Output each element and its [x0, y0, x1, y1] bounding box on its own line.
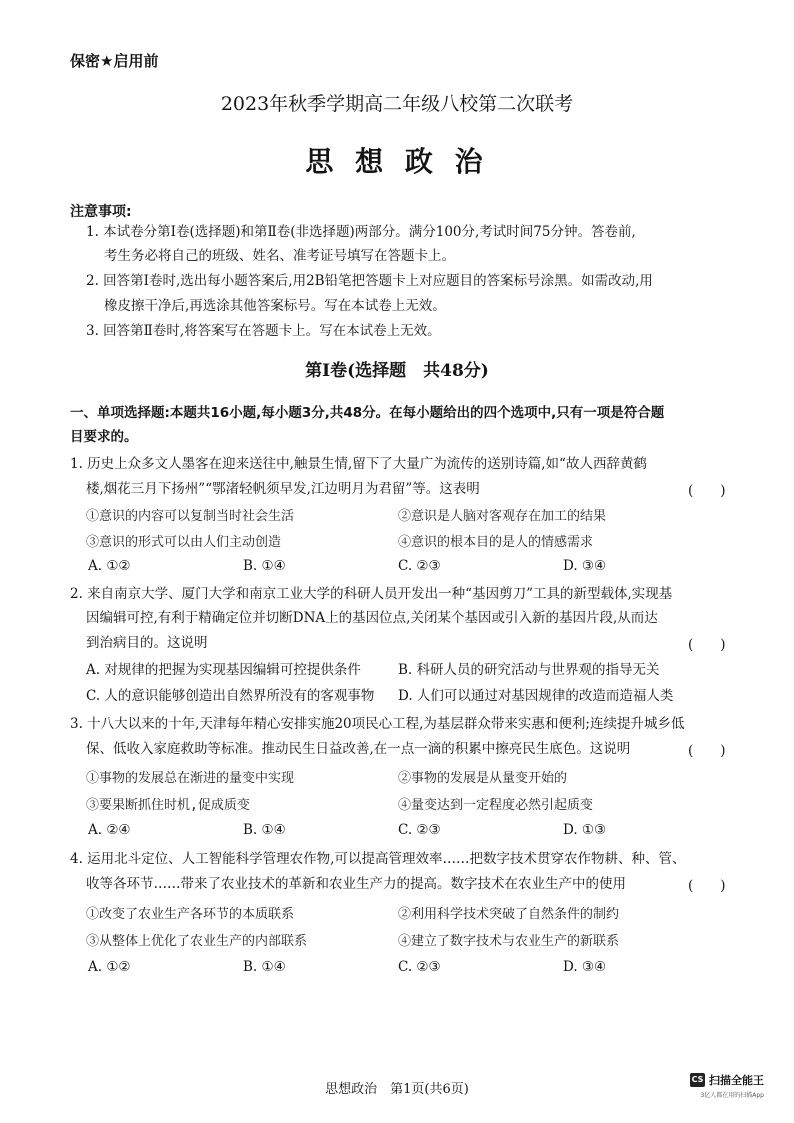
option: A. ②④ [88, 822, 131, 838]
notice-line: 2. 回答第Ⅰ卷时,选出每小题答案后,用2B铅笔把答题卡上对应题目的答案标号涂黑。如需改动,用 [86, 273, 653, 289]
scanner-watermark [690, 1072, 764, 1088]
answer-parentheses: ( ) [688, 637, 726, 653]
watermark-tagline: 3亿人都在用的扫描App [700, 1092, 764, 1099]
page-footer: 思想政治 第1页(共6页) [325, 1082, 469, 1097]
notice-line: 1. 本试卷分第Ⅰ卷(选择题)和第Ⅱ卷(非选择题)两部分。满分100分,考试时间75分钟。答卷前, [86, 224, 636, 240]
section-instruction: 一、单项选择题:本题共16小题,每小题3分,共48分。在每小题给出的四个选项中,只有一项是符合题 [70, 405, 665, 421]
option: A. 对规律的把握为实现基因编辑可控提供条件 [86, 662, 361, 678]
option: C. ②③ [398, 959, 441, 975]
notice-heading: 注意事项: [70, 204, 132, 220]
option: C. ②③ [398, 558, 441, 574]
section-instruction: 目要求的。 [70, 429, 138, 445]
question-stem: 4. 运用北斗定位、人工智能科学管理农作物,可以提高管理效率……把数字技术贯穿农作物耕、种、管、 [70, 851, 686, 867]
notice-line: 考生务必将自己的班级、姓名、准考证号填写在答题卡上。 [104, 248, 455, 264]
question-stem: 到治病目的。这说明 [86, 635, 208, 651]
question-stem: 保、低收入家庭救助等标准。推动民生日益改善,在一点一滴的积累中擦亮民生底色。这说明 [86, 741, 631, 757]
statement: ①事物的发展总在渐进的量变中实现 [86, 771, 295, 786]
statement: ③意识的形式可以由人们主动创造 [86, 535, 282, 550]
question-stem: 因编辑可控,有利于精确定位并切断DNA上的基因位点,关闭某个基因或引入新的基因片段,从而达 [86, 610, 658, 626]
subject-title: 思 想 政 治 [305, 145, 489, 178]
statement: ②事物的发展是从量变开始的 [398, 771, 568, 786]
option: B. ①④ [243, 959, 286, 975]
question-stem: 2. 来自南京大学、厦门大学和南京工业大学的科研人员开发出一种“基因剪刀”工具的新型载体,实现基 [70, 586, 673, 602]
option: D. ③④ [563, 959, 607, 975]
answer-parentheses: ( ) [688, 878, 726, 894]
statement: ④量变达到一定程度必然引起质变 [398, 798, 594, 813]
statement: ③要果断抓住时机,促成质变 [86, 798, 250, 813]
option: B. 科研人员的研究活动与世界观的指导无关 [398, 662, 660, 678]
camscanner-logo-icon: CS [690, 1073, 705, 1087]
statement: ②利用科学技术突破了自然条件的制约 [398, 907, 620, 922]
statement: ④建立了数字技术与农业生产的新联系 [398, 934, 620, 949]
part-title: 第Ⅰ卷(选择题 共48分) [305, 361, 489, 381]
statement: ③从整体上优化了农业生产的内部联系 [86, 934, 308, 949]
notice-line: 3. 回答第Ⅱ卷时,将答案写在答题卡上。写在本试卷上无效。 [86, 323, 441, 339]
watermark-brand: 扫描全能王 [709, 1074, 764, 1087]
statement: ④意识的根本目的是人的情感需求 [398, 535, 594, 550]
option: A. ①② [88, 959, 131, 975]
exam-title: 2023年秋季学期高二年级八校第二次联考 [220, 93, 574, 115]
statement: ①意识的内容可以复制当时社会生活 [86, 509, 295, 524]
question-stem: 3. 十八大以来的十年,天津每年精心安排实施20项民心工程,为基层群众带来实惠和便利;连续提升城乡低 [70, 716, 685, 732]
answer-parentheses: ( ) [688, 743, 726, 759]
option: D. 人们可以通过对基因规律的改造而造福人类 [398, 688, 674, 704]
answer-parentheses: ( ) [688, 483, 726, 499]
option: B. ①④ [243, 558, 286, 574]
notice-line: 橡皮擦干净后,再选涂其他答案标号。写在本试卷上无效。 [104, 298, 446, 314]
option: D. ①③ [563, 822, 607, 838]
question-stem: 收等各环节……带来了农业技术的革新和农业生产力的提高。数字技术在农业生产中的使用 [86, 876, 626, 892]
option: A. ①② [88, 558, 131, 574]
question-stem: 1. 历史上众多文人墨客在迎来送往中,触景生情,留下了大量广为流传的送别诗篇,如“故人西辞黄鹤 [70, 456, 647, 472]
confidential-label: 保密★启用前 [70, 52, 159, 70]
statement: ②意识是人脑对客观存在加工的结果 [398, 509, 607, 524]
option: B. ①④ [243, 822, 286, 838]
option: C. 人的意识能够创造出自然界所没有的客观事物 [86, 688, 375, 704]
option: D. ③④ [563, 558, 607, 574]
question-stem: 楼,烟花三月下扬州”“鄂渚轻帆须早发,江边明月为君留”等。这表明 [86, 481, 480, 497]
statement: ①改变了农业生产各环节的本质联系 [86, 907, 295, 922]
option: C. ②③ [398, 822, 441, 838]
